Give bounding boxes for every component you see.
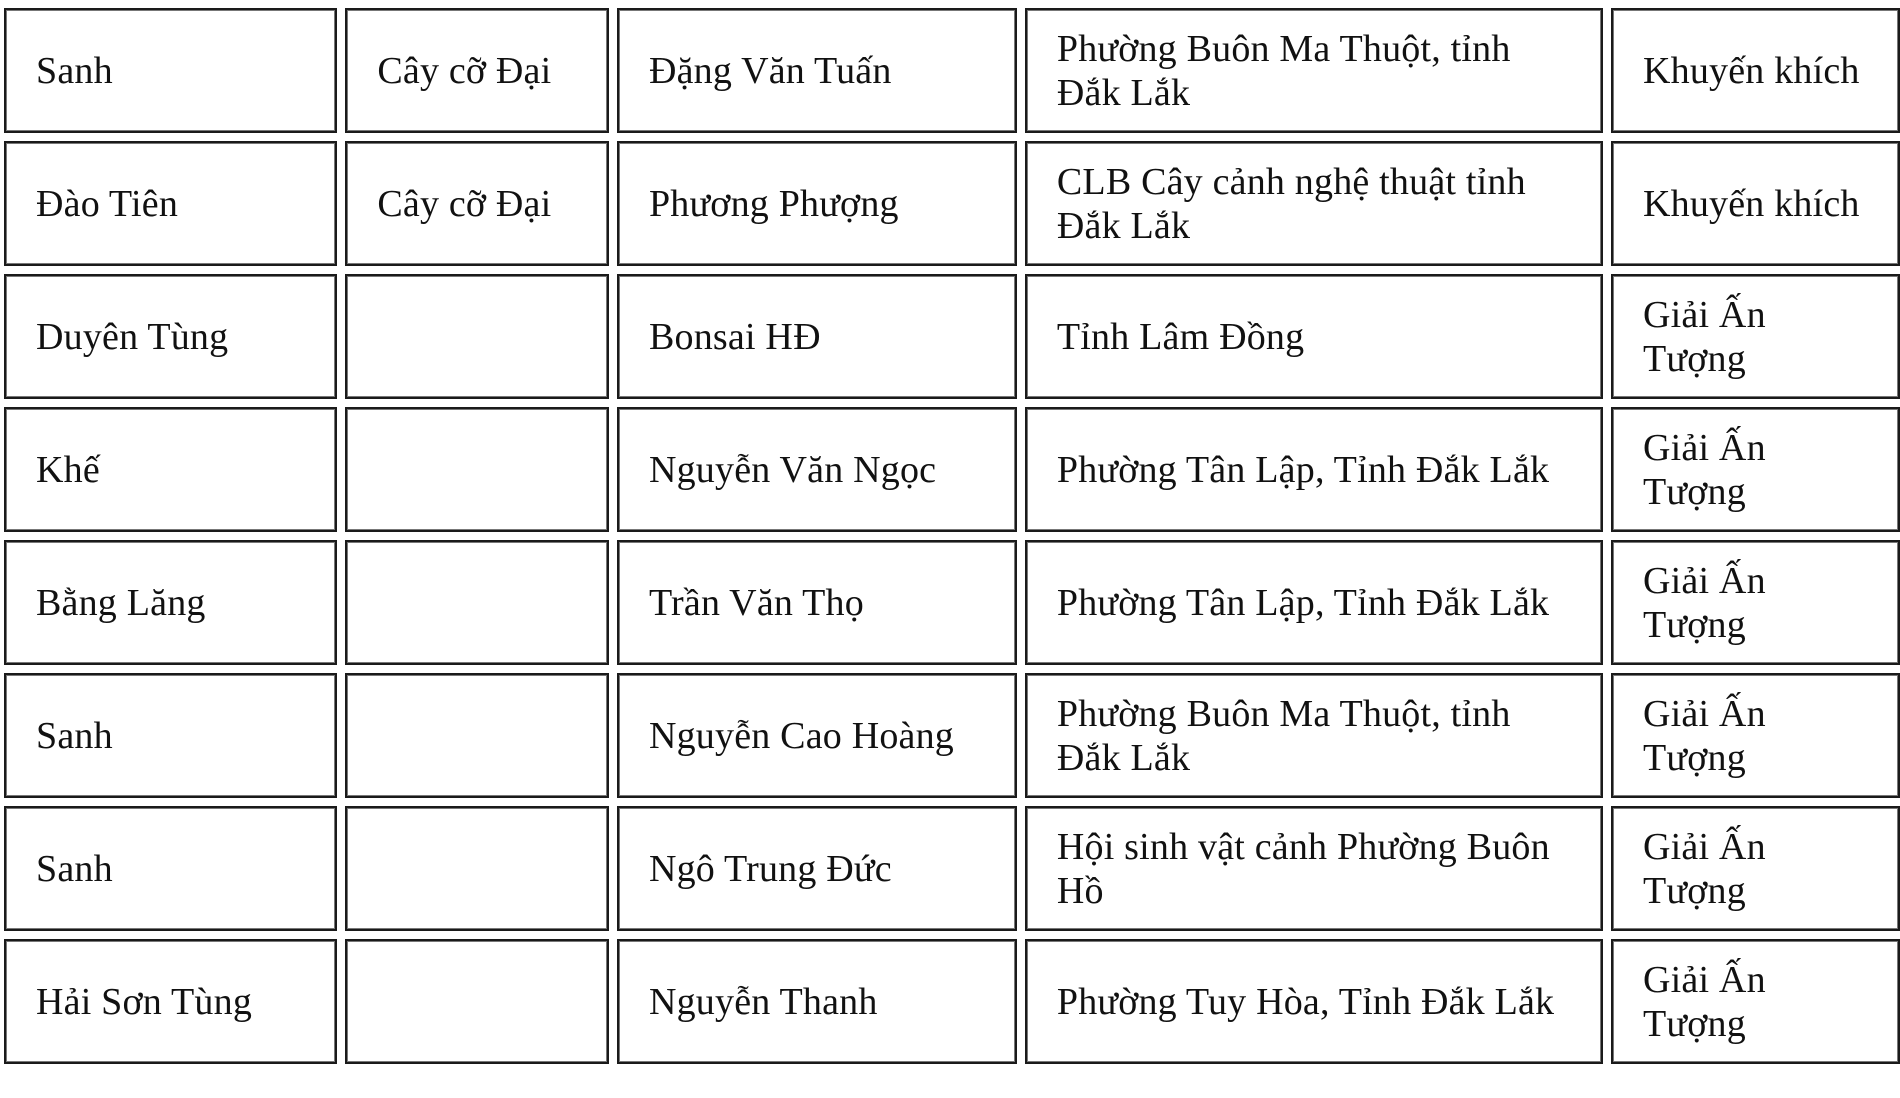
award-cell: Khuyến khích — [1611, 8, 1900, 133]
size-category-cell — [345, 540, 609, 665]
size-category-cell: Cây cỡ Đại — [345, 8, 609, 133]
owner-name-cell: Bonsai HĐ — [617, 274, 1017, 399]
award-cell: Giải Ấn Tượng — [1611, 274, 1900, 399]
size-category-cell — [345, 274, 609, 399]
address-cell: CLB Cây cảnh nghệ thuật tỉnh Đắk Lắk — [1025, 141, 1603, 266]
award-cell: Giải Ấn Tượng — [1611, 673, 1900, 798]
table-row — [4, 407, 1900, 532]
tree-name-cell: Hải Sơn Tùng — [4, 939, 337, 1064]
tree-name-cell: Duyên Tùng — [4, 274, 337, 399]
owner-name-cell: Phương Phượng — [617, 141, 1017, 266]
tree-name-cell: Khế — [4, 407, 337, 532]
award-cell: Khuyến khích — [1611, 141, 1900, 266]
owner-name-cell: Nguyễn Thanh — [617, 939, 1017, 1064]
size-category-cell — [345, 407, 609, 532]
tree-name-cell: Đào Tiên — [4, 141, 337, 266]
owner-name-cell: Nguyễn Cao Hoàng — [617, 673, 1017, 798]
address-cell: Phường Tân Lập, Tỉnh Đắk Lắk — [1025, 407, 1603, 532]
tree-name-cell: Sanh — [4, 673, 337, 798]
tree-name-cell: Sanh — [4, 806, 337, 931]
owner-name-cell: Trần Văn Thọ — [617, 540, 1017, 665]
owner-name-cell: Ngô Trung Đức — [617, 806, 1017, 931]
table-row — [4, 274, 1900, 399]
address-cell: Phường Buôn Ma Thuột, tỉnh Đắk Lắk — [1025, 8, 1603, 133]
address-cell: Phường Tân Lập, Tỉnh Đắk Lắk — [1025, 540, 1603, 665]
table-row — [4, 806, 1900, 931]
table-row — [4, 939, 1900, 1064]
table-row — [4, 8, 1900, 133]
award-cell: Giải Ấn Tượng — [1611, 540, 1900, 665]
size-category-cell: Cây cỡ Đại — [345, 141, 609, 266]
table-row — [4, 540, 1900, 665]
award-cell: Giải Ấn Tượng — [1611, 806, 1900, 931]
owner-name-cell: Nguyễn Văn Ngọc — [617, 407, 1017, 532]
tree-name-cell: Bằng Lăng — [4, 540, 337, 665]
address-cell: Hội sinh vật cảnh Phường Buôn Hồ — [1025, 806, 1603, 931]
address-cell: Tỉnh Lâm Đồng — [1025, 274, 1603, 399]
address-cell: Phường Tuy Hòa, Tỉnh Đắk Lắk — [1025, 939, 1603, 1064]
table-row — [4, 673, 1900, 798]
address-cell: Phường Buôn Ma Thuột, tỉnh Đắk Lắk — [1025, 673, 1603, 798]
award-cell: Giải Ấn Tượng — [1611, 407, 1900, 532]
size-category-cell — [345, 939, 609, 1064]
award-cell: Giải Ấn Tượng — [1611, 939, 1900, 1064]
table-row — [4, 141, 1900, 266]
size-category-cell — [345, 806, 609, 931]
owner-name-cell: Đặng Văn Tuấn — [617, 8, 1017, 133]
tree-name-cell: Sanh — [4, 8, 337, 133]
size-category-cell — [345, 673, 609, 798]
